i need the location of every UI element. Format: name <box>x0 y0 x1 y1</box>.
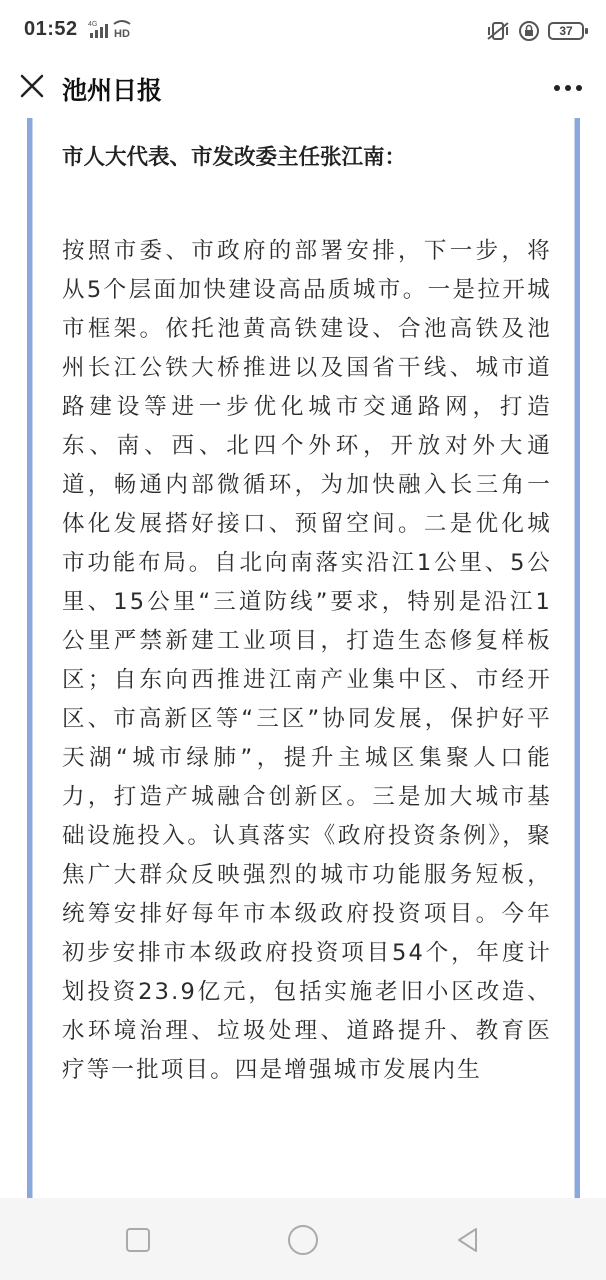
status-time: 01:52 <box>24 18 78 40</box>
network-label: 4G <box>88 21 98 28</box>
square-icon <box>125 1227 151 1253</box>
navigation-bar <box>0 1198 606 1280</box>
hd-label: HD <box>114 28 130 40</box>
article-content[interactable] <box>0 118 606 1198</box>
speaker-heading: 市人大代表、市发改委主任张江南： <box>62 145 407 170</box>
home-button[interactable] <box>283 1220 323 1260</box>
close-button[interactable] <box>12 66 52 106</box>
close-icon <box>19 73 45 99</box>
alarm-lock-icon <box>518 20 540 42</box>
vibrate-mute-icon <box>486 21 510 41</box>
recent-apps-button[interactable] <box>118 1220 158 1260</box>
frame-border-left <box>27 118 32 1198</box>
circle-icon <box>287 1224 319 1256</box>
frame-border-right <box>575 118 580 1198</box>
article-body <box>62 140 552 1090</box>
title-bar <box>0 60 606 119</box>
back-button[interactable] <box>448 1220 488 1260</box>
status-icons <box>486 18 584 44</box>
page-title: 池州日报 <box>62 76 163 105</box>
more-icon <box>553 84 583 92</box>
article-paragraph: 按照市委、市政府的部署安排，下一步，将从5个层面加快建设高品质城市。一是拉开城市框架。依托池黄高铁建设、合池高铁及池州长江公铁大桥推进以及国省干线、城市道路建设等进一步优化城市交通路网，打造东、南、西、北四个外环，开放对外大通道，畅通内部微循环，为加快融入长三角一体化发展搭好接口、预留空间。二是优化城市功能布局。自北向南落实沿江1公里、5公里、15公里“三道防线”要求，特别是沿江1公里严禁新建工业项目，打造生态修复样板区；自东向西推进江南产业集中区、市经开区、市高新区等“三区”协同发展，保护好平天湖“城市绿肺”，提升主城区集聚人口能力，打造产城融合创新区。三是加大城市基础设施投入。认真落实《政府投资条例》，聚焦广大群众反映强烈的城市功能服务短板，统筹安排好每年市本级政府投资项目。今年初步安排市本级政府投资项目54个，年度计划投资23.9亿元，包括实施老旧小区改造、水环境治理、垃圾处理、道路提升、教育医疗等一批项目。四是增强城市发展内生 <box>62 238 552 1083</box>
signal-icon <box>88 18 136 42</box>
more-button[interactable] <box>548 70 588 106</box>
status-bar <box>0 0 606 60</box>
battery-icon: 37 <box>548 22 584 40</box>
triangle-back-icon <box>454 1226 482 1254</box>
